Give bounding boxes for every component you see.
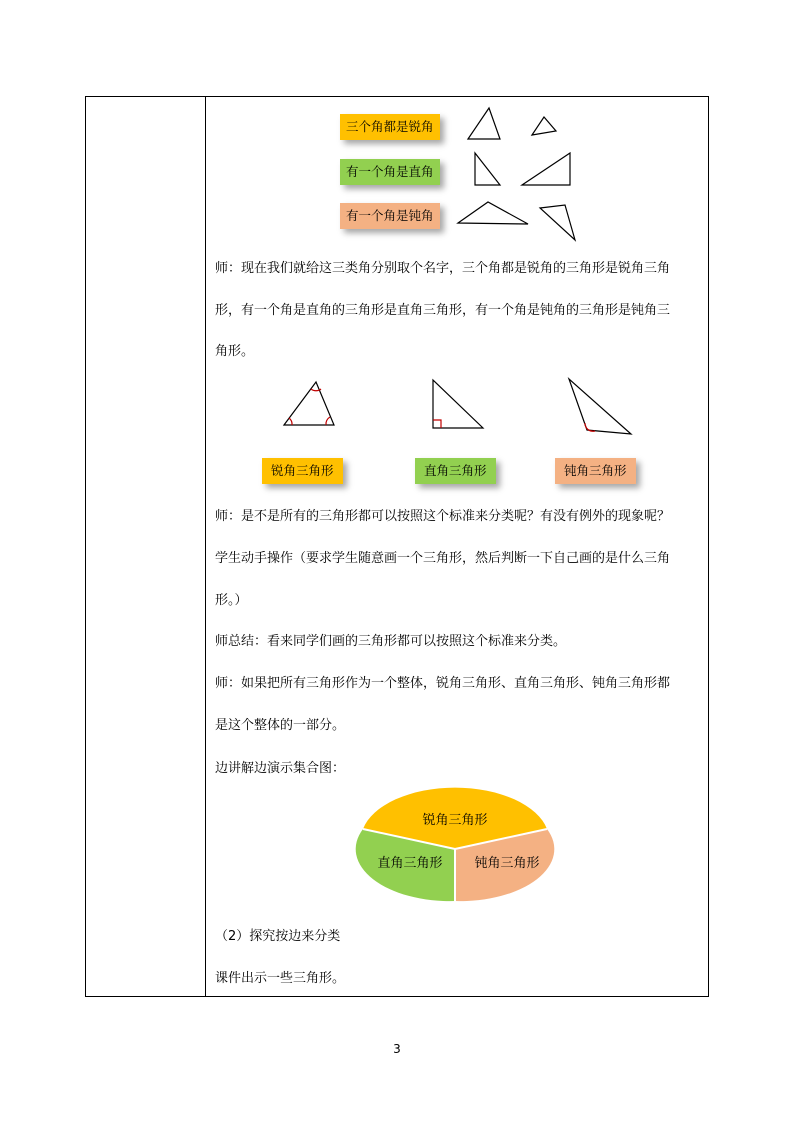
paragraph-whole-2: 是这个整体的一部分。	[215, 718, 346, 733]
paragraph-naming-2: 形，有一个角是直角的三角形是直角三角形，有一个角是钝角的三角形是钝角三	[215, 303, 671, 318]
paragraph-student-activity-1: 学生动手操作（要求学生随意画一个三角形，然后判断一下自己画的是什么三角	[215, 551, 671, 566]
page-number: 3	[393, 1042, 401, 1056]
paragraph-naming-3: 角形。	[215, 344, 255, 359]
paragraph-student-activity-2: 形。）	[215, 593, 248, 608]
paragraph-naming-1: 师：现在我们就给这三类角分别取个名字，三个角都是锐角的三角形是锐角三角	[215, 261, 671, 276]
obtuse-triangle	[569, 379, 631, 434]
acute-triangle	[284, 382, 334, 425]
label-obtuse-triangle: 钝角三角形	[555, 458, 636, 484]
set-label-right: 直角三角形	[377, 856, 443, 871]
triangle-types-diagram	[0, 0, 794, 440]
tag-acute-category: 三个角都是锐角	[340, 114, 440, 140]
paragraph-whole-1: 师：如果把所有三角形作为一个整体，锐角三角形、直角三角形、钝角三角形都	[215, 676, 671, 691]
paragraph-set-diagram-intro: 边讲解边演示集合图：	[215, 761, 346, 776]
set-label-acute: 锐角三角形	[422, 813, 488, 828]
tag-right-category: 有一个角是直角	[340, 159, 440, 185]
paragraph-courseware: 课件出示一些三角形。	[215, 971, 346, 986]
acute-angle-mark-left	[289, 418, 292, 425]
paragraph-summary: 师总结：看来同学们画的三角形都可以按照这个标准来分类。	[215, 634, 567, 649]
label-acute-triangle: 锐角三角形	[262, 458, 343, 484]
paragraph-explore-sides: （2）探究按边来分类	[215, 929, 341, 944]
right-angle-mark	[433, 420, 441, 428]
set-diagram	[360, 797, 550, 905]
acute-angle-mark-right	[326, 417, 330, 425]
label-right-triangle: 直角三角形	[415, 458, 496, 484]
tag-obtuse-category: 有一个角是钝角	[340, 203, 440, 229]
paragraph-question: 师：是不是所有的三角形都可以按照这个标准来分类呢？有没有例外的现象呢？	[215, 509, 671, 524]
set-label-obtuse: 钝角三角形	[474, 856, 540, 871]
